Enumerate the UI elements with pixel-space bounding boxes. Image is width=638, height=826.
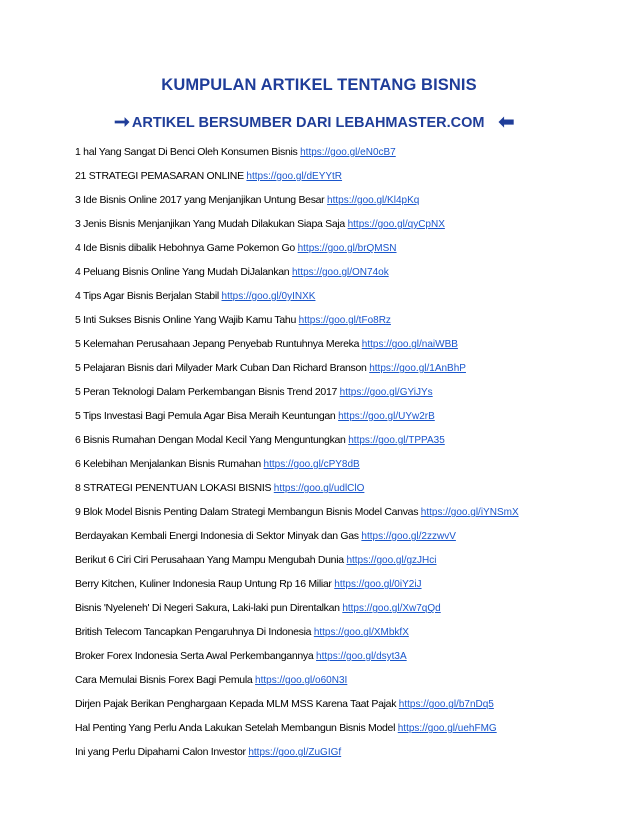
article-item — [75, 192, 635, 216]
article-item — [75, 504, 635, 528]
article-item — [75, 288, 635, 312]
article-link[interactable]: https://goo.gl/udlClO — [273, 483, 365, 494]
article-link[interactable]: https://goo.gl/GYiJYs — [339, 387, 433, 398]
article-link[interactable]: https://goo.gl/brQMSN — [297, 243, 397, 254]
article-link[interactable]: https://goo.gl/TPPA35 — [348, 435, 445, 446]
article-title: 4 Tips Agar Bisnis Berjalan Stabil — [75, 290, 219, 302]
article-link[interactable]: https://goo.gl/tFo8Rz — [298, 315, 391, 326]
article-title: 5 Tips Investasi Bagi Pemula Agar Bisa Meraih Keuntungan — [75, 410, 336, 422]
article-list — [75, 144, 635, 768]
article-title: 4 Peluang Bisnis Online Yang Mudah DiJalankan — [75, 266, 290, 278]
article-link[interactable]: https://goo.gl/ON74ok — [291, 267, 389, 278]
article-item — [75, 168, 635, 192]
article-title: 4 Ide Bisnis dibalik Hebohnya Game Pokemon Go — [75, 242, 295, 254]
article-item — [75, 744, 635, 768]
article-link[interactable]: https://goo.gl/gzJHci — [346, 555, 437, 566]
article-link[interactable]: https://goo.gl/eN0cB7 — [300, 147, 396, 158]
article-item — [75, 240, 635, 264]
article-link[interactable]: https://goo.gl/qyCpNX — [347, 219, 445, 230]
article-item — [75, 552, 635, 576]
arrow-right-icon: ➞ — [114, 112, 130, 133]
article-title: 8 STRATEGI PENENTUAN LOKASI BISNIS — [75, 482, 272, 494]
article-title: 1 hal Yang Sangat Di Benci Oleh Konsumen Bisnis — [75, 146, 298, 158]
article-link[interactable]: https://goo.gl/Xw7qQd — [342, 603, 441, 614]
document-subtitle: ARTIKEL BERSUMBER DARI LEBAHMASTER.COM — [131, 114, 485, 131]
article-link[interactable]: https://goo.gl/uehFMG — [397, 723, 497, 734]
article-title: 6 Bisnis Rumahan Dengan Modal Kecil Yang Menguntungkan — [75, 434, 346, 446]
article-title: British Telecom Tancapkan Pengaruhnya Di Indonesia — [75, 626, 312, 638]
article-item — [75, 624, 635, 648]
article-link[interactable]: https://goo.gl/0iY2iJ — [334, 579, 422, 590]
article-item — [75, 672, 635, 696]
article-link[interactable]: https://goo.gl/dsyt3A — [316, 651, 407, 662]
article-item — [75, 696, 635, 720]
article-link[interactable]: https://goo.gl/1AnBhP — [369, 363, 466, 374]
article-title: Berry Kitchen, Kuliner Indonesia Raup Untung Rp 16 Miliar — [75, 578, 332, 590]
article-title: Bisnis 'Nyeleneh' Di Negeri Sakura, Laki-laki pun Direntalkan — [75, 602, 340, 614]
article-link[interactable]: https://goo.gl/o60N3I — [255, 675, 348, 686]
article-link[interactable]: https://goo.gl/XMbkfX — [313, 627, 409, 638]
article-link[interactable]: https://goo.gl/naiWBB — [361, 339, 458, 350]
article-item — [75, 336, 635, 360]
article-item — [75, 456, 635, 480]
article-item — [75, 216, 635, 240]
article-item — [75, 384, 635, 408]
article-item — [75, 576, 635, 600]
article-item — [75, 408, 635, 432]
article-title: Cara Memulai Bisnis Forex Bagi Pemula — [75, 674, 253, 686]
article-title: 6 Kelebihan Menjalankan Bisnis Rumahan — [75, 458, 261, 470]
article-link[interactable]: https://goo.gl/Kl4pKq — [327, 195, 420, 206]
article-link[interactable]: https://goo.gl/dEYYtR — [246, 171, 343, 182]
article-title: 5 Pelajaran Bisnis dari Milyader Mark Cuban Dan Richard Branson — [75, 362, 367, 374]
article-title: Berikut 6 Ciri Ciri Perusahaan Yang Mampu Mengubah Dunia — [75, 554, 344, 566]
article-link[interactable]: https://goo.gl/2zzwvV — [361, 531, 456, 542]
article-item — [75, 480, 635, 504]
article-item — [75, 360, 635, 384]
article-title: 5 Peran Teknologi Dalam Perkembangan Bisnis Trend 2017 — [75, 386, 338, 398]
article-item — [75, 432, 635, 456]
document-title: KUMPULAN ARTIKEL TENTANG BISNIS — [161, 76, 477, 94]
arrow-left-icon: ⬅ — [498, 112, 515, 133]
article-link[interactable]: https://goo.gl/iYNSmX — [420, 507, 519, 518]
article-link[interactable]: https://goo.gl/cPY8dB — [263, 459, 360, 470]
article-title: 21 STRATEGI PEMASARAN ONLINE — [75, 170, 244, 182]
article-link[interactable]: https://goo.gl/b7nDq5 — [398, 699, 494, 710]
article-title: Berdayakan Kembali Energi Indonesia di Sektor Minyak dan Gas — [75, 530, 359, 542]
article-item — [75, 600, 635, 624]
article-title: Dirjen Pajak Berikan Penghargaan Kepada MLM MSS Karena Taat Pajak — [75, 698, 397, 710]
article-link[interactable]: https://goo.gl/UYw2rB — [338, 411, 435, 422]
document-subtitle-row — [114, 113, 514, 132]
article-title: Hal Penting Yang Perlu Anda Lakukan Setelah Membangun Bisnis Model — [75, 722, 396, 734]
article-item — [75, 312, 635, 336]
article-item — [75, 528, 635, 552]
article-item — [75, 720, 635, 744]
article-item — [75, 264, 635, 288]
article-item — [75, 144, 635, 168]
article-title: 9 Blok Model Bisnis Penting Dalam Strategi Membangun Bisnis Model Canvas — [75, 506, 419, 518]
article-item — [75, 648, 635, 672]
article-title: Broker Forex Indonesia Serta Awal Perkembangannya — [75, 650, 314, 662]
article-title: 5 Kelemahan Perusahaan Jepang Penyebab Runtuhnya Mereka — [75, 338, 360, 350]
article-link[interactable]: https://goo.gl/0yINXK — [221, 291, 316, 302]
article-title: Ini yang Perlu Dipahami Calon Investor — [75, 746, 246, 758]
article-title: 5 Inti Sukses Bisnis Online Yang Wajib Kamu Tahu — [75, 314, 297, 326]
article-title: 3 Jenis Bisnis Menjanjikan Yang Mudah Dilakukan Siapa Saja — [75, 218, 345, 230]
article-link[interactable]: https://goo.gl/ZuGIGf — [248, 747, 342, 758]
article-title: 3 Ide Bisnis Online 2017 yang Menjanjikan Untung Besar — [75, 194, 325, 206]
